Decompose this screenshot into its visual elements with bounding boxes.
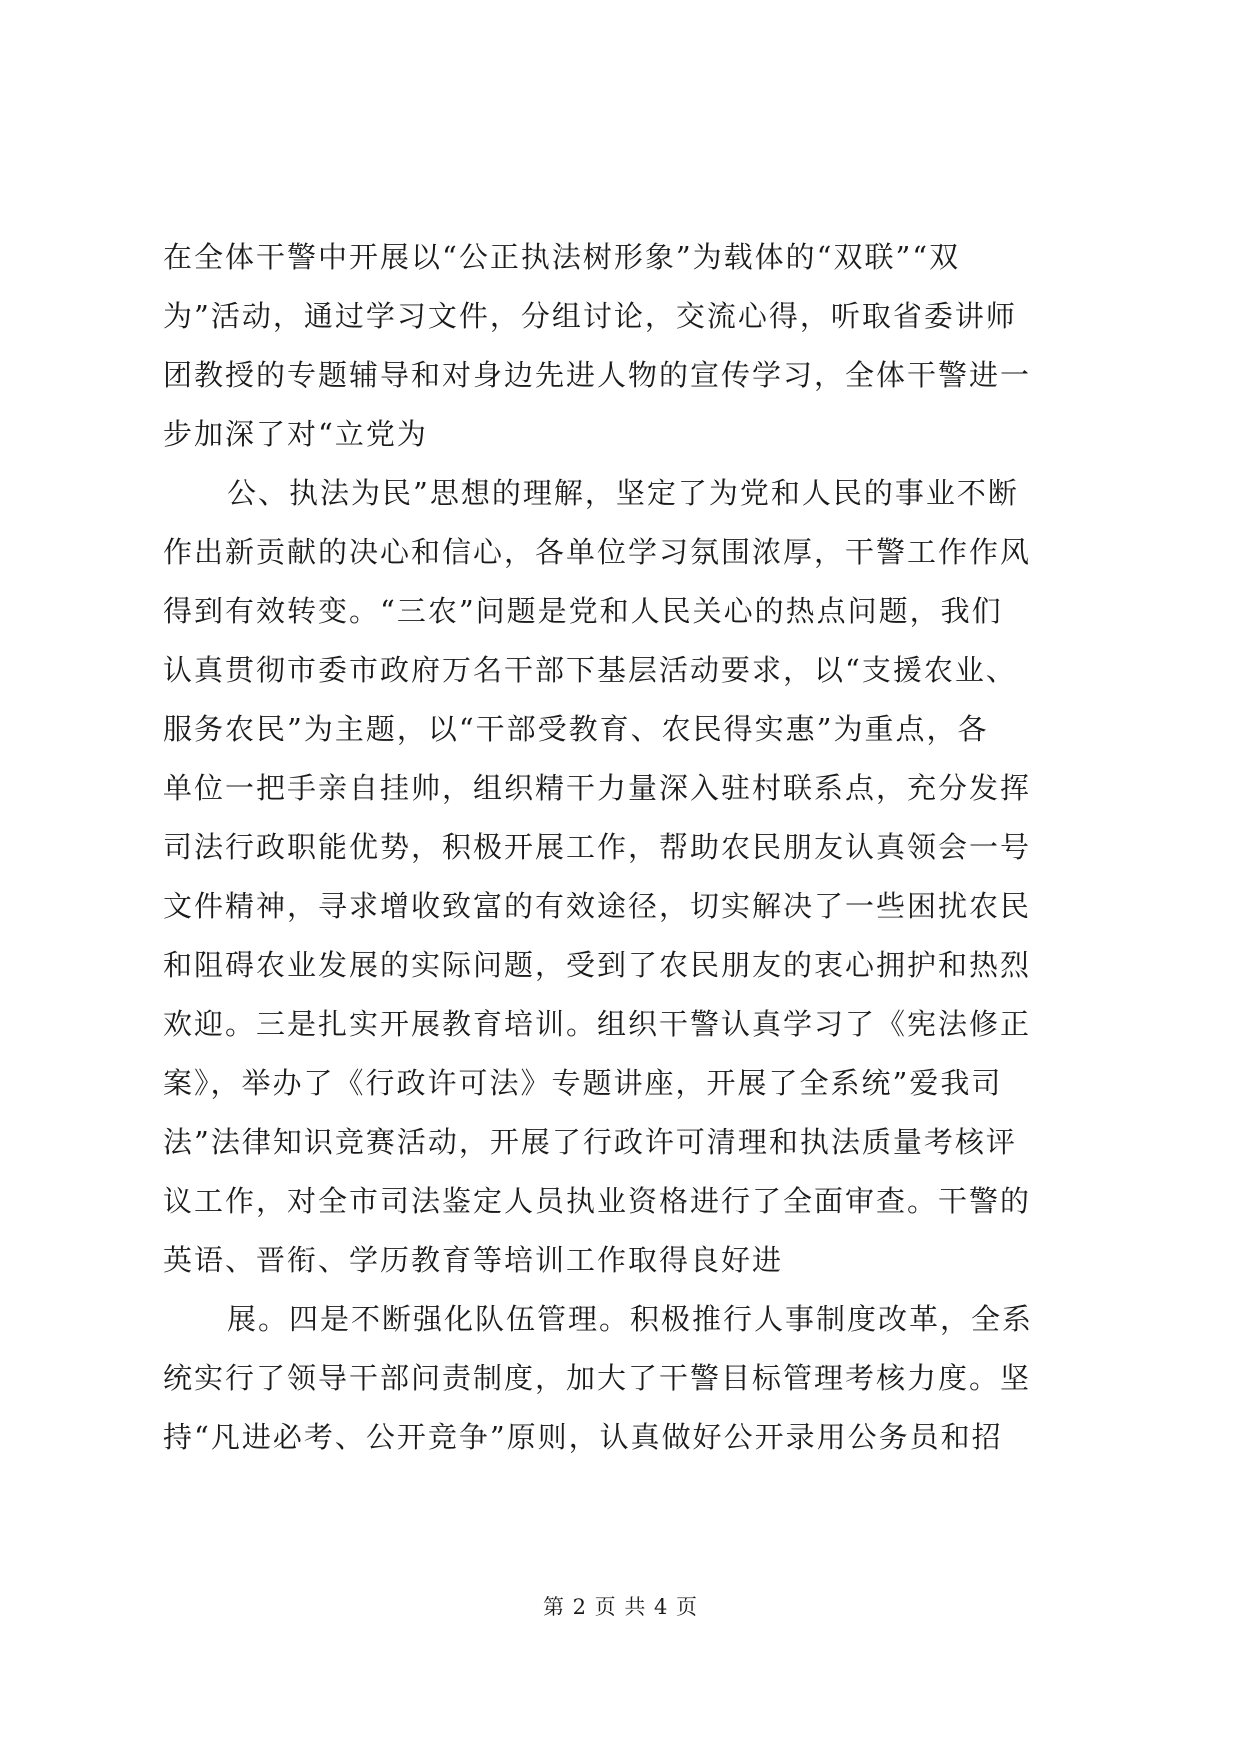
text-line: 认真贯彻市委市政府万名干部下基层活动要求，以“支援农业、 — [163, 653, 1017, 687]
text-line: 英语、晋衔、学历教育等培训工作取得良好进 — [163, 1243, 784, 1277]
text-line: 为”活动，通过学习文件，分组讨论，交流心得，听取省委讲师 — [163, 299, 1017, 333]
text-line: 案》，举办了《行政许可法》专题讲座，开展了全系统”爱我司 — [163, 1066, 1003, 1100]
text-line: 法”法律知识竞赛活动，开展了行政许可清理和执法质量考核评 — [163, 1125, 1017, 1159]
text-line: 服务农民”为主题，以“干部受教育、农民得实惠”为重点，各 — [163, 712, 989, 746]
text-line: 团教授的专题辅导和对身边先进人物的宣传学习，全体干警进一 — [163, 358, 1032, 392]
text-line: 步加深了对“立党为 — [163, 417, 428, 451]
text-line: 司法行政职能优势，积极开展工作，帮助农民朋友认真领会一号 — [163, 830, 1032, 864]
text-line: 欢迎。三是扎实开展教育培训。组织干警认真学习了《宪法修正 — [163, 1007, 1032, 1041]
text-line: 展。四是不断强化队伍管理。积极推行人事制度改革，全系 — [227, 1302, 1034, 1336]
text-line: 得到有效转变。“三农”问题是党和人民关心的热点问题，我们 — [163, 594, 1003, 628]
text-line: 统实行了领导干部问责制度，加大了干警目标管理考核力度。坚 — [163, 1361, 1032, 1395]
text-line: 议工作，对全市司法鉴定人员执业资格进行了全面审查。干警的 — [163, 1184, 1032, 1218]
text-line: 作出新贡献的决心和信心，各单位学习氛围浓厚，干警工作作风 — [163, 535, 1032, 569]
text-line: 在全体干警中开展以“公正执法树形象”为载体的“双联”“双 — [163, 240, 961, 274]
document-body — [163, 228, 1093, 1467]
page-number-footer: 第 2 页 共 4 页 — [542, 1595, 699, 1619]
text-line: 单位一把手亲自挂帅，组织精干力量深入驻村联系点，充分发挥 — [163, 771, 1032, 805]
text-line: 文件精神，寻求增收致富的有效途径，切实解决了一些困扰农民 — [163, 889, 1032, 923]
text-line: 持“凡进必考、公开竞争”原则，认真做好公开录用公务员和招 — [163, 1420, 1003, 1454]
text-line: 公、执法为民”思想的理解，坚定了为党和人民的事业不断 — [227, 476, 1019, 510]
text-line: 和阻碍农业发展的实际问题，受到了农民朋友的衷心拥护和热烈 — [163, 948, 1032, 982]
